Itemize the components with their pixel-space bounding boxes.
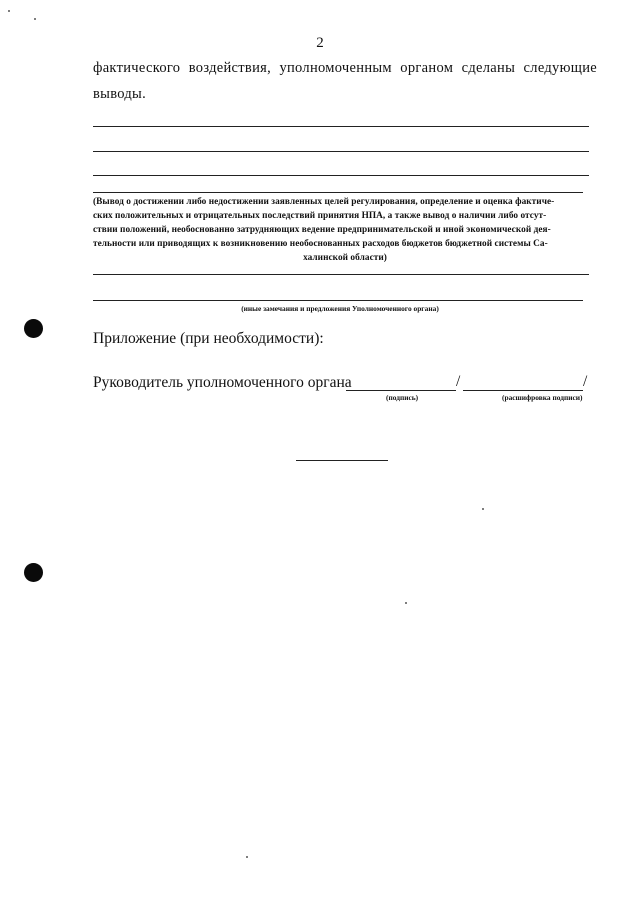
- signature-separator-2: /: [583, 373, 588, 390]
- signature-separator-1: /: [456, 373, 461, 390]
- decoding-caption: (расшифровка подписи): [502, 393, 583, 402]
- fill-line-2: [93, 151, 589, 152]
- conclusion-caption-line-3: ствии положений, необоснованно затрудняющих ведение предпринимательской и иной экономической дея-: [93, 225, 551, 235]
- scan-speck: [246, 856, 248, 858]
- decoding-line: [463, 390, 583, 391]
- conclusion-caption-line-4: тельности или приводящих к возникновению необоснованных расходов бюджетов бюджетной системы Са-: [93, 239, 548, 249]
- fill-line-4: [93, 192, 583, 193]
- conclusion-caption-line-5: халинской области): [303, 253, 387, 263]
- scan-speck: [34, 18, 36, 20]
- signer-label: Руководитель уполномоченного органа: [93, 374, 352, 391]
- page-number: 2: [316, 35, 324, 51]
- signature-line: [346, 390, 456, 391]
- punch-hole-top: [24, 319, 43, 338]
- end-rule: [296, 460, 388, 461]
- paragraph-line-2: выводы.: [93, 86, 147, 102]
- scan-speck: [482, 508, 484, 510]
- annex-label: Приложение (при необходимости):: [93, 330, 324, 347]
- remarks-line-1: [93, 274, 589, 275]
- scan-speck: [405, 602, 407, 604]
- remarks-caption: (иные замечания и предложения Уполномоченного органа): [241, 304, 439, 313]
- paragraph-line-1: фактического воздействия, уполномоченным органом сделаны следующие: [93, 60, 597, 76]
- punch-hole-bottom: [24, 563, 43, 582]
- scan-speck: [8, 10, 10, 12]
- conclusion-caption: [93, 195, 597, 265]
- conclusion-caption-line-1: (Вывод о достижении либо недостижении заявленных целей регулирования, определение и оценка фактиче-: [93, 197, 555, 207]
- fill-line-3: [93, 175, 589, 176]
- signature-caption: (подпись): [386, 393, 419, 402]
- conclusion-caption-line-2: ских положительных и отрицательных последствий принятия НПА, а также вывод о наличии либо отсут-: [93, 211, 547, 221]
- remarks-line-2: [93, 300, 583, 301]
- fill-line-1: [93, 126, 589, 127]
